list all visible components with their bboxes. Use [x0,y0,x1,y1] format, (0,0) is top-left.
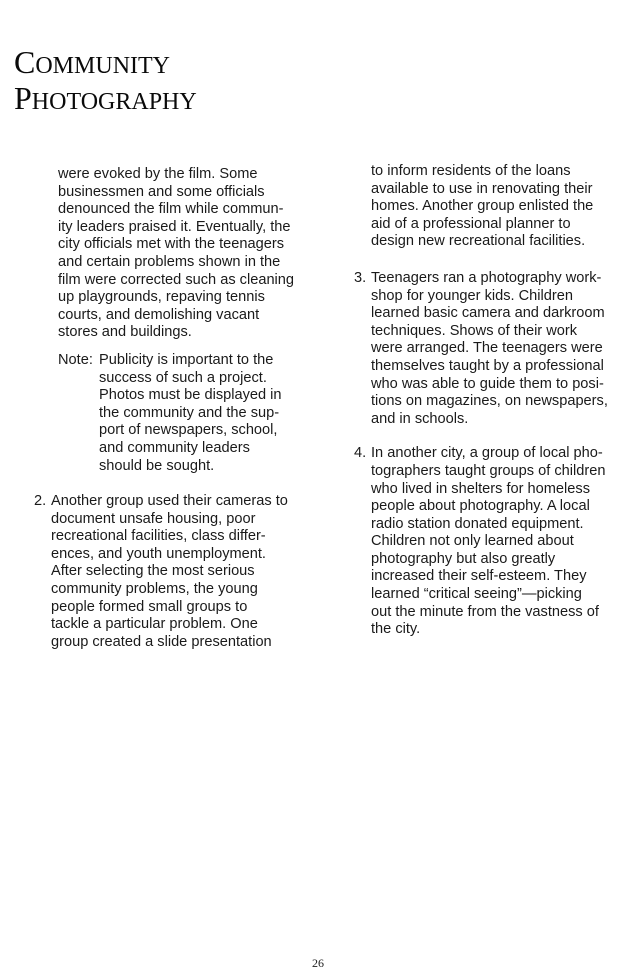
text-line: the city. [371,621,421,638]
text-line: Another group used their cameras to [51,493,288,510]
text-line: businessmen and some officials [58,183,265,200]
list-number: 4. [354,445,367,462]
text-line: community problems, the young [51,581,258,598]
note-label: Note: [58,351,93,368]
text-line: learned “critical seeing”—picking [371,586,582,603]
list-item-3 [354,270,628,428]
page-title [14,46,197,118]
text-line: ity leaders praised it. Eventually, the [58,218,291,235]
text-line: photography but also greatly [371,550,556,567]
text-line: document unsafe housing, poor [51,510,256,527]
list-item-text [354,445,628,639]
text-line: tographers taught groups of children [371,462,606,479]
text-line: stores and buildings. [58,324,192,341]
list-number: 2. [34,493,47,510]
text-line: were arranged. The teenagers were [371,340,603,357]
text-line: success of such a project. [99,369,267,386]
text-line: Children not only learned about [371,533,574,550]
text-line: denounced the film while commun- [58,201,284,218]
text-line: homes. Another group enlisted the [371,198,594,215]
text-line: tions on magazines, on newspapers, [371,393,608,410]
text-line: out the minute from the vastness of [371,603,599,620]
text-line: should be sought. [99,457,215,474]
text-line: design new recreational facilities. [371,233,586,250]
text-line: courts, and demolishing vacant [58,306,260,323]
text-line: were evoked by the film. Some [58,166,258,182]
text-line: to inform residents of the loans [371,163,571,179]
text-line: recreational facilities, class differ- [51,528,266,545]
text-line: increased their self-esteem. They [371,568,587,585]
text-line: tackle a particular problem. One [51,616,258,633]
list-item-2 [34,493,302,651]
text-line: shop for younger kids. Children [371,287,573,304]
text-line: city officials met with the teenagers [58,236,285,253]
left-column [34,166,302,651]
text-line: learned basic camera and darkroom [371,305,605,322]
text-line: people formed small groups to [51,598,248,615]
text-line: film were corrected such as cleaning [58,271,295,288]
text-line: aid of a professional planner to [371,215,571,232]
text-line: and certain problems shown in the [58,253,281,270]
note-text [34,352,302,475]
text-line: who lived in shelters for homeless [371,480,591,497]
text-line: In another city, a group of local pho- [371,445,603,462]
text-line: radio station donated equipment. [371,515,584,532]
continued-paragraph [354,163,628,251]
note-block [34,352,302,475]
page-number: 26 [312,956,324,970]
text-line: techniques. Shows of their work [371,322,578,339]
text-line: up playgrounds, repaving tennis [58,289,265,306]
text-line: available to use in renovating their [371,180,593,197]
text-line: Photos must be displayed in [99,387,282,404]
title-line-2: PHOTOGRAPHY [14,80,197,116]
text-line: and in schools. [371,410,469,427]
list-item-text [34,493,302,651]
list-item-text [354,270,628,428]
text-line: Publicity is important to the [99,351,274,368]
list-number: 3. [354,269,367,286]
right-column [354,163,628,639]
text-line: After selecting the most serious [51,563,255,580]
text-line: themselves taught by a professional [371,357,604,374]
list-item-4 [354,445,628,639]
text-line: port of newspapers, school, [99,422,278,439]
text-line: and community leaders [99,439,250,456]
text-line: people about photography. A local [371,498,590,515]
title-line-1: COMMUNITY [14,44,171,80]
continued-paragraph [34,166,302,342]
text-line: who was able to guide them to posi- [371,375,604,392]
text-line: Teenagers ran a photography work- [371,269,602,286]
text-line: the community and the sup- [99,404,280,421]
text-line: ences, and youth unemployment. [51,545,266,562]
text-line: group created a slide presentation [51,633,272,650]
